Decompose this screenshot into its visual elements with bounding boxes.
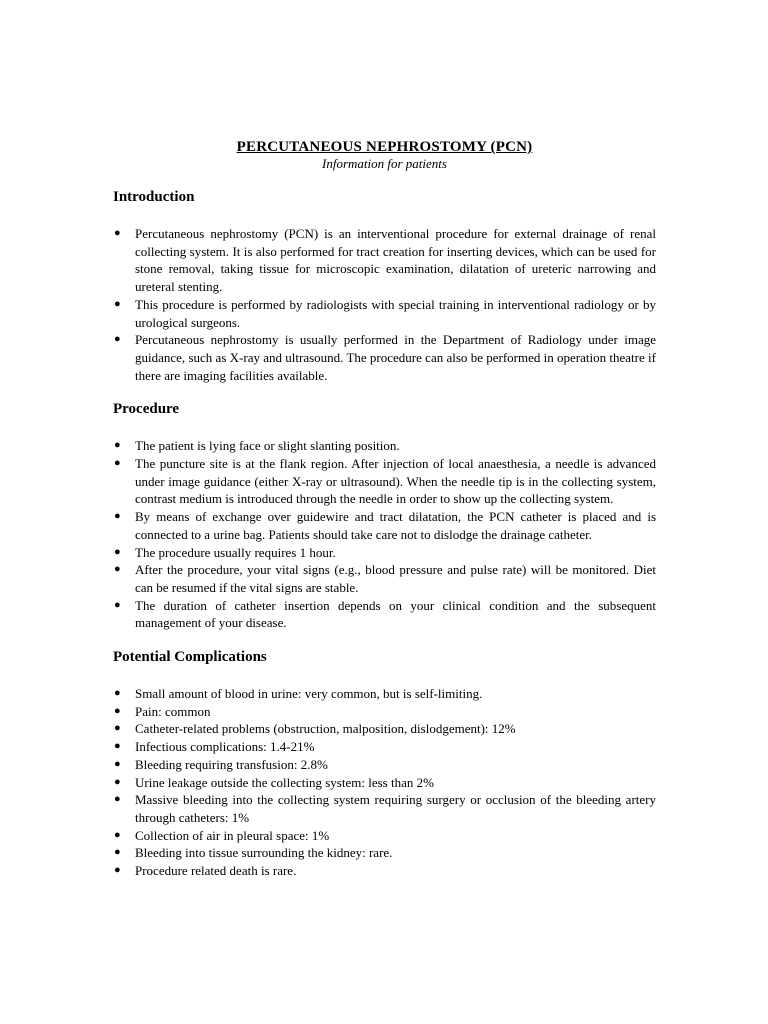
bullet-icon: ●	[114, 297, 121, 310]
list-item-text: By means of exchange over guidewire and tract dilatation, the PCN catheter is placed and is connected to a urine bag. Patients should take care not to dislodge the drainage catheter.	[135, 509, 656, 542]
bullet-icon: ●	[114, 333, 121, 346]
list-item	[113, 685, 656, 703]
bullet-icon: ●	[114, 687, 121, 700]
list-item	[113, 544, 656, 562]
list-item	[113, 862, 656, 880]
list-item-text: The puncture site is at the flank region. After injection of local anaesthesia, a needle is advanced under image guidance (either X-ray or ultrasound). When the needle tip is in the collecting system, contrast medium is introduced through the needle in order to show up the collecting system.	[135, 456, 656, 507]
bullet-icon: ●	[114, 598, 121, 611]
list-item	[113, 225, 656, 296]
list-item-text: Pain: common	[135, 703, 211, 719]
list-item-text: The patient is lying face or slight slanting position.	[135, 438, 400, 454]
list-item	[113, 703, 656, 721]
bullet-icon: ●	[114, 740, 121, 753]
list-item-text: This procedure is performed by radiologists with special training in interventional radiology or by urological surgeons.	[135, 296, 656, 330]
list-item	[113, 296, 656, 331]
bullet-icon: ●	[114, 775, 121, 788]
list-item-text: Collection of air in pleural space: 1%	[135, 827, 330, 843]
list-item-text: Massive bleeding into the collecting system requiring surgery or occlusion of the bleeding artery through catheters: 1%	[135, 792, 656, 825]
bullet-icon: ●	[114, 439, 121, 452]
introduction-list	[113, 225, 656, 384]
list-item-text: Bleeding into tissue surrounding the kidney: rare.	[135, 845, 393, 861]
complications-list	[113, 685, 656, 880]
bullet-icon: ●	[114, 793, 121, 806]
list-item-text: The procedure usually requires 1 hour.	[135, 544, 336, 560]
bullet-icon: ●	[114, 757, 121, 770]
list-item	[113, 720, 656, 738]
document-subtitle: Information for patients	[322, 156, 447, 171]
list-item	[113, 437, 656, 455]
section-heading-introduction: Introduction	[113, 189, 195, 205]
list-item-text: Catheter-related problems (obstruction, malposition, dislodgement): 12%	[135, 721, 516, 737]
procedure-list	[113, 437, 656, 632]
list-item-text: Procedure related death is rare.	[135, 863, 297, 879]
bullet-icon: ●	[114, 227, 121, 239]
bullet-icon: ●	[114, 563, 121, 576]
section-heading-complications: Potential Complications	[113, 649, 267, 666]
list-item	[113, 844, 656, 862]
list-item	[113, 791, 656, 826]
list-item	[113, 597, 656, 632]
bullet-icon: ●	[114, 510, 121, 523]
bullet-icon: ●	[114, 828, 121, 841]
bullet-icon: ●	[114, 722, 121, 735]
list-item	[113, 774, 656, 792]
bullet-icon: ●	[114, 457, 121, 470]
list-item	[113, 331, 656, 384]
list-item-text: After the procedure, your vital signs (e.g., blood pressure and pulse rate) will be monitored. Diet can be resumed if the vital signs are stable.	[135, 562, 656, 595]
list-item-text: Percutaneous nephrostomy (PCN) is an interventional procedure for external drainage of renal collecting system. It is also performed for tract creation for inserting devices, which can be used for stone removal, taking tissue for microscopic examination, dilatation of ureteric narrowing and ureteral stenting.	[135, 226, 656, 295]
list-item	[113, 508, 656, 543]
bullet-icon: ●	[114, 545, 121, 558]
list-item	[113, 455, 656, 508]
list-item	[113, 756, 656, 774]
list-item-text: Percutaneous nephrostomy is usually performed in the Department of Radiology under image guidance, such as X-ray and ultrasound. The procedure can also be performed in operation theatre if there are imaging facilities available.	[135, 332, 656, 383]
section-heading-procedure: Procedure	[113, 401, 180, 418]
list-item	[113, 827, 656, 845]
bullet-icon: ●	[114, 846, 121, 859]
bullet-icon: ●	[114, 704, 121, 717]
list-item	[113, 738, 656, 756]
list-item-text: Infectious complications: 1.4-21%	[135, 739, 315, 755]
list-item	[113, 561, 656, 596]
list-item-text: Bleeding requiring transfusion: 2.8%	[135, 756, 328, 772]
document-title: PERCUTANEOUS NEPHROSTOMY (PCN)	[236, 139, 533, 155]
list-item-text: Urine leakage outside the collecting system: less than 2%	[135, 774, 434, 790]
list-item-text: Small amount of blood in urine: very common, but is self-limiting.	[135, 686, 483, 702]
list-item-text: The duration of catheter insertion depends on your clinical condition and the subsequent management of your disease.	[135, 597, 656, 631]
bullet-icon: ●	[114, 864, 121, 877]
document-page	[113, 138, 656, 880]
